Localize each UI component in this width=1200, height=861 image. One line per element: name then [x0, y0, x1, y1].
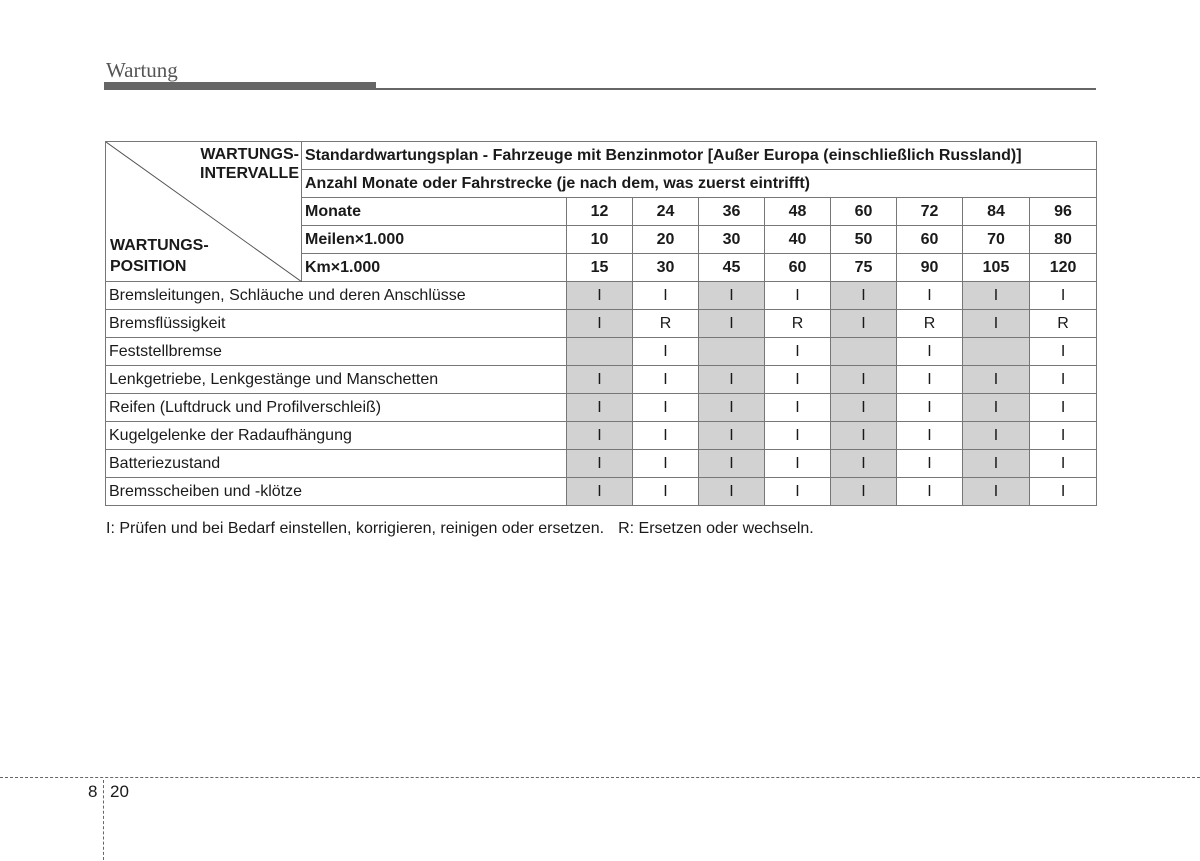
interval-value: 96 — [1030, 198, 1097, 226]
maintenance-item-row — [106, 394, 1097, 422]
maintenance-action-cell: R — [1030, 310, 1097, 338]
corner-interval-line-2: INTERVALLE — [200, 165, 299, 182]
maintenance-action-cell: I — [765, 394, 831, 422]
interval-value: 105 — [963, 254, 1030, 282]
maintenance-action-cell: I — [567, 478, 633, 506]
maintenance-action-cell: I — [633, 478, 699, 506]
schedule-subtitle: Anzahl Monate oder Fahrstrecke (je nach dem, was zuerst eintrifft) — [302, 170, 1097, 198]
maintenance-action-cell: I — [963, 366, 1030, 394]
legend-i: I: Prüfen und bei Bedarf einstellen, korrigieren, reinigen oder ersetzen. — [106, 520, 605, 537]
maintenance-action-cell: I — [765, 366, 831, 394]
legend-r: R: Ersetzen oder wechseln. — [618, 520, 814, 537]
maintenance-item-row — [106, 282, 1097, 310]
maintenance-action-cell — [699, 338, 765, 366]
page-number: 20 — [110, 782, 129, 801]
interval-value: 80 — [1030, 226, 1097, 254]
maintenance-action-cell: R — [633, 310, 699, 338]
maintenance-action-cell — [567, 338, 633, 366]
corner-header-cell — [106, 142, 302, 282]
maintenance-action-cell: I — [1030, 282, 1097, 310]
maintenance-item-row — [106, 366, 1097, 394]
interval-value: 60 — [765, 254, 831, 282]
maintenance-action-cell: I — [699, 394, 765, 422]
maintenance-action-cell: I — [699, 422, 765, 450]
maintenance-action-cell: I — [831, 366, 897, 394]
interval-value: 60 — [831, 198, 897, 226]
header-rule-thin — [376, 88, 1096, 90]
interval-value: 84 — [963, 198, 1030, 226]
maintenance-action-cell: I — [897, 394, 963, 422]
maintenance-schedule-table — [105, 141, 1097, 506]
interval-value: 75 — [831, 254, 897, 282]
maintenance-action-cell: I — [699, 478, 765, 506]
maintenance-action-cell: I — [765, 422, 831, 450]
maintenance-action-cell: I — [567, 366, 633, 394]
maintenance-action-cell: I — [831, 422, 897, 450]
maintenance-action-cell: I — [897, 450, 963, 478]
maintenance-action-cell: I — [633, 394, 699, 422]
footer-dashed-rule — [0, 777, 1200, 778]
maintenance-item-label: Lenkgetriebe, Lenkgestänge und Manschetten — [106, 366, 567, 394]
maintenance-item-label: Reifen (Luftdruck und Profilverschleiß) — [106, 394, 567, 422]
interval-value: 30 — [699, 226, 765, 254]
maintenance-action-cell: I — [633, 422, 699, 450]
maintenance-action-cell: I — [1030, 366, 1097, 394]
maintenance-item-row — [106, 450, 1097, 478]
interval-value: 48 — [765, 198, 831, 226]
maintenance-action-cell: I — [567, 394, 633, 422]
maintenance-action-cell: I — [699, 450, 765, 478]
chapter-number: 8 — [88, 782, 98, 801]
corner-interval-label — [200, 145, 299, 183]
legend-footnote — [106, 520, 814, 538]
maintenance-action-cell: I — [963, 450, 1030, 478]
maintenance-action-cell: I — [765, 282, 831, 310]
interval-value: 50 — [831, 226, 897, 254]
interval-label: Km×1.000 — [302, 254, 567, 282]
maintenance-action-cell: I — [633, 282, 699, 310]
maintenance-action-cell: I — [567, 310, 633, 338]
maintenance-action-cell: I — [831, 394, 897, 422]
maintenance-item-label: Kugelgelenke der Radaufhängung — [106, 422, 567, 450]
maintenance-action-cell: I — [897, 366, 963, 394]
maintenance-action-cell: I — [897, 282, 963, 310]
interval-value: 90 — [897, 254, 963, 282]
maintenance-item-row — [106, 422, 1097, 450]
maintenance-action-cell: I — [963, 422, 1030, 450]
maintenance-action-cell: I — [765, 478, 831, 506]
maintenance-item-row — [106, 338, 1097, 366]
section-title: Wartung — [106, 58, 178, 82]
header-rule-thick — [104, 82, 376, 90]
maintenance-action-cell: I — [567, 422, 633, 450]
maintenance-action-cell: I — [831, 450, 897, 478]
footer-vertical-divider — [103, 780, 104, 860]
maintenance-action-cell: I — [831, 282, 897, 310]
corner-interval-line-1: WARTUNGS- — [200, 146, 299, 163]
maintenance-item-row — [106, 310, 1097, 338]
maintenance-item-label: Feststellbremse — [106, 338, 567, 366]
corner-position-line-1: WARTUNGS- — [110, 237, 209, 254]
interval-value: 15 — [567, 254, 633, 282]
maintenance-action-cell: I — [765, 338, 831, 366]
interval-value: 72 — [897, 198, 963, 226]
maintenance-action-cell: I — [897, 422, 963, 450]
interval-value: 10 — [567, 226, 633, 254]
maintenance-action-cell: I — [633, 366, 699, 394]
interval-value: 40 — [765, 226, 831, 254]
maintenance-action-cell: I — [963, 310, 1030, 338]
maintenance-action-cell: I — [1030, 338, 1097, 366]
maintenance-action-cell: I — [699, 310, 765, 338]
maintenance-item-label: Batteriezustand — [106, 450, 567, 478]
maintenance-item-label: Bremsflüssigkeit — [106, 310, 567, 338]
maintenance-action-cell — [831, 338, 897, 366]
schedule-title: Standardwartungsplan - Fahrzeuge mit Benzinmotor [Außer Europa (einschließlich Russland)] — [302, 142, 1097, 170]
maintenance-action-cell: I — [765, 450, 831, 478]
interval-label: Monate — [302, 198, 567, 226]
maintenance-action-cell: I — [699, 282, 765, 310]
maintenance-action-cell: I — [897, 478, 963, 506]
maintenance-item-row — [106, 478, 1097, 506]
maintenance-action-cell: I — [1030, 394, 1097, 422]
maintenance-action-cell: I — [831, 310, 897, 338]
interval-value: 70 — [963, 226, 1030, 254]
maintenance-action-cell: I — [1030, 478, 1097, 506]
maintenance-action-cell: R — [897, 310, 963, 338]
interval-value: 36 — [699, 198, 765, 226]
interval-value: 24 — [633, 198, 699, 226]
corner-position-line-2: POSITION — [110, 258, 187, 275]
interval-value: 45 — [699, 254, 765, 282]
maintenance-action-cell: I — [699, 366, 765, 394]
interval-value: 12 — [567, 198, 633, 226]
maintenance-action-cell: I — [633, 450, 699, 478]
maintenance-action-cell: R — [765, 310, 831, 338]
maintenance-action-cell: I — [567, 450, 633, 478]
maintenance-action-cell: I — [963, 478, 1030, 506]
maintenance-action-cell: I — [963, 394, 1030, 422]
interval-value: 30 — [633, 254, 699, 282]
maintenance-action-cell: I — [633, 338, 699, 366]
corner-position-label — [110, 235, 209, 277]
maintenance-action-cell: I — [831, 478, 897, 506]
maintenance-action-cell — [963, 338, 1030, 366]
maintenance-action-cell: I — [567, 282, 633, 310]
interval-value: 60 — [897, 226, 963, 254]
maintenance-item-label: Bremsscheiben und -klötze — [106, 478, 567, 506]
maintenance-action-cell: I — [897, 338, 963, 366]
interval-label: Meilen×1.000 — [302, 226, 567, 254]
maintenance-action-cell: I — [963, 282, 1030, 310]
maintenance-item-label: Bremsleitungen, Schläuche und deren Anschlüsse — [106, 282, 567, 310]
maintenance-action-cell: I — [1030, 422, 1097, 450]
interval-value: 120 — [1030, 254, 1097, 282]
maintenance-action-cell: I — [1030, 450, 1097, 478]
interval-value: 20 — [633, 226, 699, 254]
